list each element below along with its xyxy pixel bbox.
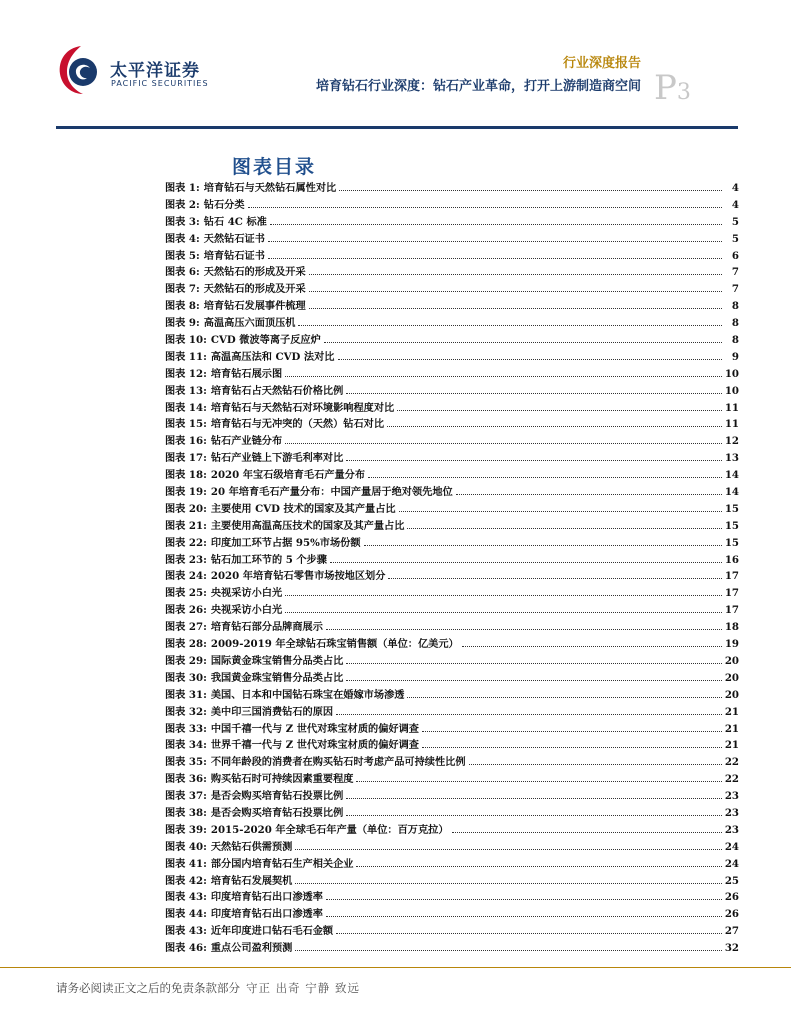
toc-entry-label: 图表 25: [165, 587, 207, 600]
toc-entry-label: 图表 9: [165, 317, 200, 330]
toc-entry-title[interactable]: 天然钻石证书 [203, 232, 265, 245]
toc-entry[interactable] [165, 737, 739, 754]
toc-entry[interactable] [165, 940, 739, 957]
toc-entry-page[interactable]: 17 [724, 604, 739, 617]
company-name-en: PACIFIC SECURITIES [111, 79, 209, 88]
toc-entry[interactable] [165, 416, 739, 433]
toc-entry-leader [285, 434, 722, 444]
toc-entry-title[interactable]: 培育钻石展示图 [210, 367, 283, 380]
toc-entry-leader [422, 738, 722, 748]
toc-entry-label: 图表 40: [165, 840, 207, 853]
toc-entry[interactable] [165, 180, 739, 197]
page-footer [56, 980, 360, 996]
toc-entry-title[interactable]: 美中印三国消费钻石的原因 [210, 705, 334, 718]
toc-entry-label: 图表 18: [165, 469, 207, 482]
toc-entry-page[interactable]: 15 [724, 519, 739, 532]
toc-entry[interactable] [165, 704, 739, 721]
toc-entry-label: 图表 36: [165, 773, 207, 786]
toc-entry-title[interactable]: 钻石产业链分布 [210, 435, 283, 448]
toc-entry[interactable] [165, 754, 739, 771]
toc-entry-title[interactable]: CVD 微波等离子反应炉 [210, 334, 321, 347]
toc-entry-label: 图表 38: [165, 806, 207, 819]
toc-entry-page[interactable]: 25 [724, 874, 739, 887]
toc-entry-title[interactable]: 培育钻石发展契机 [210, 874, 293, 887]
toc-entry-leader [326, 907, 722, 917]
toc-entry-title[interactable]: 钻石加工环节的 5 个步骤 [210, 553, 327, 566]
toc-entry-title[interactable]: 购买钻石时可持续因素重要程度 [210, 773, 354, 786]
toc-entry-leader [336, 924, 722, 934]
toc-entry[interactable] [165, 822, 739, 839]
toc-entry-leader [295, 840, 721, 850]
footer-disclaimer: 请务必阅读正文之后的免责条款部分 [56, 981, 240, 995]
toc-entry-label: 图表 39: [165, 823, 207, 836]
toc-entry-page[interactable]: 23 [724, 790, 739, 803]
toc-entry-leader [462, 637, 722, 647]
toc-entry[interactable] [165, 585, 739, 602]
toc-entry-leader [456, 485, 722, 495]
toc-entry-page[interactable]: 14 [724, 469, 739, 482]
toc-entry-page[interactable]: 20 [724, 688, 739, 701]
toc-entry[interactable] [165, 636, 739, 653]
toc-entry-page[interactable]: 23 [724, 806, 739, 819]
toc-entry-title[interactable]: 天然钻石的形成及开采 [203, 283, 306, 296]
toc-entry-title[interactable]: 2015-2020 年全球毛石年产量（单位：百万克拉） [210, 823, 449, 836]
toc-entry-leader [309, 282, 722, 292]
toc-entry-leader [364, 536, 722, 546]
toc-entry-title[interactable]: 央视采访小白光 [210, 587, 283, 600]
toc-entry[interactable] [165, 248, 739, 265]
toc-entry-page[interactable]: 21 [724, 739, 739, 752]
toc-entry-title[interactable]: 培育钻石发展事件梳理 [203, 300, 306, 313]
footer-motto: 守正 出奇 宁静 致远 [246, 981, 360, 995]
toc-entry[interactable] [165, 653, 739, 670]
toc-entry-page[interactable]: 7 [731, 266, 739, 279]
toc-entry[interactable] [165, 467, 739, 484]
toc-entry[interactable] [165, 619, 739, 636]
toc-entry-page[interactable]: 22 [724, 756, 739, 769]
toc-entry-page[interactable]: 21 [724, 705, 739, 718]
toc-entry-title[interactable]: 美国、日本和中国钻石珠宝在婚嫁市场渗透 [210, 688, 405, 701]
toc-entry-label: 图表 44: [165, 908, 207, 921]
toc-entry-page[interactable]: 15 [724, 536, 739, 549]
toc-entry[interactable] [165, 518, 739, 535]
page-header [0, 0, 791, 132]
toc-entry-page[interactable]: 27 [724, 925, 739, 938]
toc-entry-label: 图表 1: [165, 182, 200, 194]
toc-entry-title[interactable]: 国际黄金珠宝销售分品类占比 [210, 654, 344, 667]
toc-entry[interactable] [165, 484, 739, 501]
toc-entry-page[interactable]: 22 [724, 773, 739, 786]
toc-entry-label: 图表 22: [165, 536, 207, 549]
toc-entry-leader [356, 772, 721, 782]
toc-entry-leader [397, 401, 722, 411]
toc-entry-label: 图表 15: [165, 418, 207, 431]
toc-entry-leader [326, 620, 722, 630]
toc-entry-label: 图表 14: [165, 401, 207, 414]
toc-entry-page[interactable]: 15 [724, 502, 739, 515]
toc-entry-title[interactable]: 培育钻石与天然钻石对环境影响程度对比 [210, 401, 395, 414]
toc-entry-page[interactable]: 11 [724, 418, 739, 431]
toc-entry-label: 图表 37: [165, 790, 207, 803]
toc-entry-label: 图表 35: [165, 756, 207, 769]
toc-entry-title[interactable]: 培育钻石与无冲突的（天然）钻石对比 [210, 418, 385, 431]
toc-entry-leader [452, 823, 722, 833]
toc-entry-page[interactable]: 6 [731, 249, 739, 262]
toc-entry[interactable] [165, 670, 739, 687]
toc-entry-leader [324, 333, 722, 343]
toc-entry-title[interactable]: 世界千禧一代与 Z 世代对珠宝材质的偏好调查 [210, 739, 419, 752]
toc-heading: 图表目录 [232, 156, 317, 178]
toc-entry-label: 图表 13: [165, 384, 207, 397]
toc-entry[interactable] [165, 568, 739, 585]
toc-entry-leader [268, 232, 722, 242]
toc-entry-label: 图表 46: [165, 942, 207, 955]
page-digit: 3 [676, 80, 691, 105]
toc-entry-title[interactable]: 钻石产业链上下游毛利率对比 [210, 452, 344, 465]
toc-entry-title[interactable]: 2020 年宝石级培育毛石产量分布 [210, 469, 366, 482]
toc-entry-leader [268, 249, 722, 259]
toc-entry-title[interactable]: 重点公司盈利预测 [210, 942, 293, 955]
report-title: 培育钻石行业深度：钻石产业革命，打开上游制造商空间 [315, 79, 641, 94]
toc-entry-title[interactable]: 培育钻石证书 [203, 249, 265, 262]
page-letter: P [654, 68, 677, 108]
toc-entry-leader [339, 181, 722, 191]
toc-entry-leader [356, 857, 721, 867]
toc-entry-page[interactable]: 24 [724, 840, 739, 853]
toc-entry-label: 图表 16: [165, 435, 207, 448]
company-name-cn: 太平洋证券 [110, 61, 200, 81]
toc-entry-label: 图表 43: [165, 925, 207, 938]
toc-entry-leader [422, 722, 722, 732]
toc-entry-page[interactable]: 10 [724, 367, 739, 380]
toc-entry-leader [346, 654, 722, 664]
toc-entry-leader [338, 350, 723, 360]
toc-entry-label: 图表 23: [165, 553, 207, 566]
toc-entry-leader [407, 688, 721, 698]
toc-entry[interactable] [165, 552, 739, 569]
toc-entry-leader [330, 553, 722, 563]
company-logo [56, 44, 256, 100]
toc-entry[interactable] [165, 906, 739, 923]
toc-entry-label: 图表 32: [165, 705, 207, 718]
toc-entry[interactable] [165, 197, 739, 214]
toc-entry-title[interactable]: 2009-2019 年全球钻石珠宝销售额（单位：亿美元） [210, 638, 459, 651]
toc-entry-title[interactable]: 高温高压六面顶压机 [203, 317, 296, 330]
toc-entry-page[interactable]: 12 [724, 435, 739, 448]
toc-entry-leader [295, 874, 721, 884]
toc-entry-leader [336, 705, 722, 715]
toc-entry-leader [285, 603, 722, 613]
toc-entry-page[interactable]: 19 [724, 638, 739, 651]
toc-entry-leader [368, 468, 722, 478]
toc-entry-leader [270, 215, 722, 225]
toc-entry[interactable] [165, 400, 739, 417]
toc-entry-page[interactable]: 14 [724, 486, 739, 499]
toc-entry[interactable] [165, 602, 739, 619]
toc-entry-page[interactable]: 20 [724, 654, 739, 667]
toc-entry[interactable] [165, 805, 739, 822]
toc-entry-leader [407, 519, 721, 529]
toc-entry[interactable] [165, 856, 739, 873]
toc-entry[interactable] [165, 433, 739, 450]
toc-entry-label: 图表 17: [165, 452, 207, 465]
toc-entry-page[interactable]: 7 [731, 283, 739, 296]
toc-entry[interactable] [165, 721, 739, 738]
toc-entry-title[interactable]: 是否会购买培育钻石投票比例 [210, 806, 344, 819]
toc-entry-label: 图表 26: [165, 604, 207, 617]
toc-entry-page[interactable]: 26 [724, 908, 739, 921]
footer-divider [0, 967, 791, 968]
toc-entry-title[interactable]: 近年印度进口钻石毛石金额 [210, 925, 334, 938]
toc-entry-leader [298, 316, 722, 326]
toc-entry-page[interactable]: 8 [731, 334, 739, 347]
toc-entry-title[interactable]: 印度培育钻石出口渗透率 [210, 891, 323, 904]
toc-entry-leader [346, 451, 722, 461]
toc-entry-title[interactable]: 天然钻石供需预测 [210, 840, 293, 853]
toc-entry-label: 图表 27: [165, 621, 207, 634]
toc-entry[interactable] [165, 501, 739, 518]
toc-entry-leader [346, 789, 722, 799]
toc-entry-label: 图表 19: [165, 486, 207, 499]
toc-entry-page[interactable]: 13 [724, 452, 739, 465]
toc-entry-title[interactable]: 央视采访小白光 [210, 604, 283, 617]
toc-entry[interactable] [165, 923, 739, 940]
toc-entry-leader [326, 890, 722, 900]
toc-entry-title[interactable]: 主要使用高温高压技术的国家及其产量占比 [210, 519, 405, 532]
toc-entry[interactable] [165, 788, 739, 805]
toc-entry[interactable] [165, 366, 739, 383]
toc-entry-title[interactable]: 培育钻石部分品牌商展示 [210, 621, 323, 634]
toc-entry-title[interactable]: 主要使用 CVD 技术的国家及其产量占比 [210, 502, 396, 515]
toc-entry-label: 图表 12: [165, 367, 207, 380]
toc-entry-leader [388, 569, 721, 579]
toc-entry-page[interactable]: 17 [724, 570, 739, 583]
toc-entry[interactable] [165, 349, 739, 366]
toc-entry-title[interactable]: 印度加工环节占据 95%市场份额 [210, 536, 361, 549]
toc-entry-label: 图表 20: [165, 502, 207, 515]
toc-entry[interactable] [165, 231, 739, 248]
toc-entry[interactable] [165, 687, 739, 704]
toc-entry-leader [346, 806, 722, 816]
toc-entry-label: 图表 43: [165, 891, 207, 904]
toc-entry-title[interactable]: 我国黄金珠宝销售分品类占比 [210, 671, 344, 684]
toc-entry-label: 图表 3: [165, 215, 200, 228]
toc-entry-page[interactable]: 8 [731, 317, 739, 330]
toc-entry-title[interactable]: 钻石 4C 标准 [203, 215, 267, 228]
toc-entry-page[interactable]: 8 [731, 300, 739, 313]
toc-entry-label: 图表 21: [165, 519, 207, 532]
toc-entry-title[interactable]: 天然钻石的形成及开采 [203, 266, 306, 279]
toc-entry-leader [285, 586, 722, 596]
toc-entry-label: 图表 33: [165, 722, 207, 735]
toc-entry[interactable] [165, 214, 739, 231]
toc-entry-label: 图表 2: [165, 198, 200, 211]
toc-entry-title[interactable]: 钻石分类 [203, 198, 245, 211]
toc-entry-title[interactable]: 20 年培育毛石产量分布：中国产量居于绝对领先地位 [210, 486, 453, 499]
toc-entry-label: 图表 10: [165, 334, 207, 347]
toc-entry-page[interactable]: 4 [731, 198, 739, 211]
toc-entry-page[interactable]: 18 [724, 621, 739, 634]
toc-entry[interactable] [165, 264, 739, 281]
toc-entry-title[interactable]: 是否会购买培育钻石投票比例 [210, 790, 344, 803]
header-divider [56, 126, 738, 129]
toc-entry[interactable] [165, 298, 739, 315]
toc-entry[interactable] [165, 315, 739, 332]
toc-entry-title[interactable]: 高温高压法和 CVD 法对比 [210, 350, 335, 363]
toc-entry-label: 图表 6: [165, 266, 200, 279]
toc-entry-leader [346, 384, 722, 394]
toc-entry-page[interactable]: 4 [731, 182, 739, 194]
toc-entry-label: 图表 11: [165, 350, 207, 363]
toc-list [165, 180, 739, 957]
toc-entry-leader [469, 755, 722, 765]
toc-entry-label: 图表 42: [165, 874, 207, 887]
toc-entry-page[interactable]: 10 [724, 384, 739, 397]
pacific-securities-logo-icon [56, 44, 106, 96]
toc-entry-title[interactable]: 培育钻石与天然钻石属性对比 [203, 182, 337, 194]
toc-entry-page[interactable]: 5 [731, 215, 739, 228]
toc-entry-leader [346, 671, 722, 681]
toc-entry[interactable] [165, 281, 739, 298]
toc-entry-label: 图表 28: [165, 638, 207, 651]
toc-entry-page[interactable]: 9 [731, 350, 739, 363]
toc-entry-page[interactable]: 23 [724, 823, 739, 836]
toc-entry-title[interactable]: 2020 年培育钻石零售市场按地区划分 [210, 570, 386, 583]
page-number [654, 68, 691, 108]
toc-entry-leader [387, 417, 722, 427]
toc-entry[interactable] [165, 383, 739, 400]
toc-entry-label: 图表 29: [165, 654, 207, 667]
toc-entry-title[interactable]: 部分国内培育钻石生产相关企业 [210, 857, 354, 870]
toc-entry-label: 图表 8: [165, 300, 200, 313]
toc-entry[interactable] [165, 873, 739, 890]
toc-entry[interactable] [165, 450, 739, 467]
toc-entry-page[interactable]: 26 [724, 891, 739, 904]
toc-entry-page[interactable]: 5 [731, 232, 739, 245]
toc-entry-leader [285, 367, 722, 377]
report-type: 行业深度报告 [562, 56, 641, 71]
toc-entry-page[interactable]: 24 [724, 857, 739, 870]
toc-entry-page[interactable]: 21 [724, 722, 739, 735]
toc-entry-label: 图表 34: [165, 739, 207, 752]
toc-entry-title[interactable]: 印度培育钻石出口渗透率 [210, 908, 323, 921]
toc-entry-label: 图表 24: [165, 570, 207, 583]
toc-entry-leader [248, 198, 722, 208]
toc-entry-leader [309, 265, 722, 275]
toc-entry-page[interactable]: 17 [724, 587, 739, 600]
toc-entry-label: 图表 30: [165, 671, 207, 684]
toc-entry-label: 图表 7: [165, 283, 200, 296]
toc-entry-page[interactable]: 11 [724, 401, 739, 414]
toc-entry-leader [295, 941, 721, 951]
toc-entry[interactable] [165, 535, 739, 552]
toc-entry[interactable] [165, 839, 739, 856]
toc-entry-page[interactable]: 20 [724, 671, 739, 684]
toc-entry[interactable] [165, 332, 739, 349]
toc-entry-label: 图表 41: [165, 857, 207, 870]
toc-entry-title[interactable]: 中国千禧一代与 Z 世代对珠宝材质的偏好调查 [210, 722, 419, 735]
toc-entry-leader [309, 299, 722, 309]
toc-entry-label: 图表 31: [165, 688, 207, 701]
toc-entry-title[interactable]: 不同年龄段的消费者在购买钻石时考虑产品可持续性比例 [210, 756, 466, 769]
toc-entry-leader [399, 502, 722, 512]
toc-entry-page[interactable]: 16 [724, 553, 739, 566]
toc-entry-page[interactable]: 32 [724, 942, 739, 955]
toc-entry-label: 图表 4: [165, 232, 200, 245]
toc-entry-label: 图表 5: [165, 249, 200, 262]
toc-entry-title[interactable]: 培育钻石占天然钻石价格比例 [210, 384, 344, 397]
toc-entry[interactable] [165, 889, 739, 906]
toc-entry[interactable] [165, 771, 739, 788]
